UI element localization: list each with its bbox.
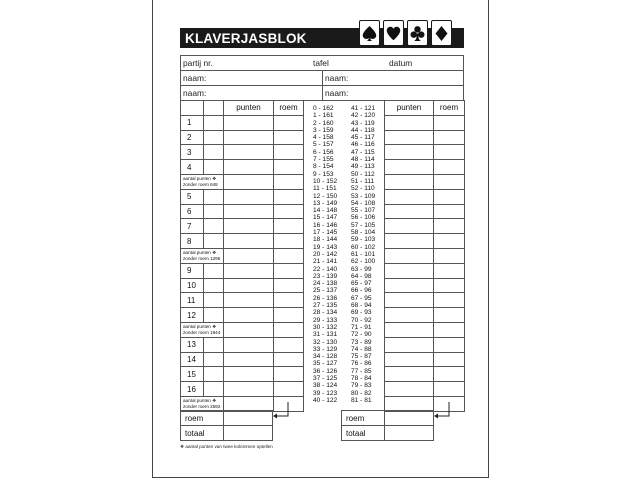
- roem-cell: [274, 160, 304, 175]
- roem-cell: [434, 219, 465, 234]
- round-row: [181, 308, 304, 323]
- round-number: 16: [181, 382, 204, 397]
- roem-cell: [434, 160, 465, 175]
- round-number: 3: [181, 145, 204, 160]
- score-pair: 43 - 119: [351, 119, 375, 127]
- score-cell: [204, 367, 224, 382]
- subtotal-punten-cell: [224, 248, 274, 263]
- round-row: [181, 278, 304, 293]
- score-pair: 40 - 122: [313, 396, 338, 404]
- round-row: [385, 263, 465, 278]
- roem-cell: [434, 308, 465, 323]
- score-cell: [204, 219, 224, 234]
- totaal-total-left: [224, 426, 273, 441]
- punten-cell: [385, 352, 434, 367]
- score-pair: 18 - 144: [313, 236, 338, 244]
- score-pair: 13 - 149: [313, 199, 338, 207]
- round-row: [181, 145, 304, 160]
- roem-cell: [434, 115, 465, 130]
- score-pair: 15 - 147: [313, 214, 338, 222]
- score-pair: 17 - 145: [313, 229, 338, 237]
- club-icon: [410, 25, 425, 42]
- roem-header-right: roem: [434, 101, 465, 116]
- roem-cell: [434, 367, 465, 382]
- roem-cell: [274, 382, 304, 397]
- round-row: [181, 337, 304, 352]
- score-pair: 56 - 106: [351, 214, 376, 222]
- score-pair: 44 - 118: [351, 126, 375, 134]
- subtotal-punten-cell: [224, 174, 274, 189]
- round-row: [385, 234, 465, 249]
- subtotal-roem-cell: [434, 174, 465, 189]
- score-pair: 34 - 128: [313, 353, 338, 361]
- score-pair: 51 - 111: [351, 177, 375, 185]
- subtotal-row: [385, 174, 465, 189]
- round-number: 1: [181, 115, 204, 130]
- subtotal-row: [181, 174, 304, 189]
- punten-header: punten: [224, 101, 274, 116]
- score-pair: 58 - 104: [351, 229, 376, 237]
- subtotal-note: aantal punten ❖ zonder roem 648: [181, 174, 224, 189]
- score-cell: [204, 308, 224, 323]
- score-pairs-left: [313, 105, 337, 404]
- subtotal-row: [385, 248, 465, 263]
- score-cell: [204, 160, 224, 175]
- round-row: [181, 204, 304, 219]
- roem-cell: [434, 145, 465, 160]
- left-roem-arrow: [272, 402, 296, 420]
- score-pair: 38 - 124: [313, 382, 338, 390]
- card-diamond: [431, 20, 452, 46]
- roem-cell: [434, 204, 465, 219]
- round-row: [385, 278, 465, 293]
- roem-cell: [274, 234, 304, 249]
- round-row: [181, 382, 304, 397]
- round-row: [385, 337, 465, 352]
- roem-cell: [274, 352, 304, 367]
- round-number: 2: [181, 130, 204, 145]
- round-row: [181, 115, 304, 130]
- score-pair: 42 - 120: [351, 112, 376, 120]
- score-pair: 55 - 107: [351, 207, 376, 215]
- round-row: [385, 115, 465, 130]
- round-row: [385, 293, 465, 308]
- roem-cell: [274, 130, 304, 145]
- punten-cell: [385, 160, 434, 175]
- round-number: 5: [181, 189, 204, 204]
- punten-cell: [224, 219, 274, 234]
- roem-total-left: [224, 411, 273, 426]
- score-pair: 7 - 155: [313, 156, 334, 164]
- punten-cell: [385, 278, 434, 293]
- score-pair: 73 - 89: [351, 338, 372, 346]
- round-row: [385, 189, 465, 204]
- subtotal-roem-cell: [274, 248, 304, 263]
- subtotal-punten-cell: [385, 322, 434, 337]
- score-cell: [204, 204, 224, 219]
- naam-label-3: naam:: [183, 88, 207, 98]
- punten-cell: [224, 367, 274, 382]
- score-pair: 63 - 99: [351, 265, 372, 273]
- card-club: [407, 20, 428, 46]
- score-cell: [204, 293, 224, 308]
- roem-cell: [434, 189, 465, 204]
- score-pair: 78 - 84: [351, 374, 372, 382]
- roem-cell: [274, 263, 304, 278]
- roem-total-right: [385, 411, 434, 426]
- score-cell: [204, 382, 224, 397]
- punten-cell: [385, 130, 434, 145]
- score-pair: 0 - 162: [313, 105, 334, 112]
- punten-cell: [224, 278, 274, 293]
- score-pair: 20 - 142: [313, 250, 338, 258]
- score-pair: 80 - 82: [351, 389, 372, 397]
- score-pair: 37 - 125: [313, 374, 338, 382]
- blank-header-cell: [204, 101, 224, 116]
- score-pair: 16 - 146: [313, 221, 338, 229]
- datum-label: datum: [389, 58, 413, 68]
- punten-cell: [224, 130, 274, 145]
- round-number: 4: [181, 160, 204, 175]
- naam-label-1: naam:: [183, 73, 207, 83]
- punten-cell: [385, 293, 434, 308]
- card-heart: [383, 20, 404, 46]
- score-pair: 65 - 97: [351, 280, 372, 288]
- roem-cell: [274, 145, 304, 160]
- punten-cell: [385, 204, 434, 219]
- subtotal-row: [181, 248, 304, 263]
- roem-cell: [274, 278, 304, 293]
- score-pair: 5 - 157: [313, 141, 334, 149]
- subtotal-roem-cell: [434, 322, 465, 337]
- score-pair: 27 - 135: [313, 302, 338, 310]
- score-pair: 50 - 112: [351, 170, 375, 178]
- roem-label-left: roem: [181, 411, 224, 426]
- roem-cell: [274, 189, 304, 204]
- card-spade: [359, 20, 380, 46]
- subtotal-roem-cell: [274, 322, 304, 337]
- punten-cell: [385, 115, 434, 130]
- score-pair: 4 - 158: [313, 134, 334, 142]
- score-pair: 39 - 123: [313, 389, 338, 397]
- score-pair: 75 - 87: [351, 353, 372, 361]
- left-score-table: [180, 100, 304, 412]
- score-pair: 62 - 100: [351, 258, 376, 266]
- roem-cell: [434, 278, 465, 293]
- score-pair: 66 - 96: [351, 287, 372, 295]
- roem-cell: [274, 293, 304, 308]
- round-row: [181, 130, 304, 145]
- score-pair: 8 - 154: [313, 163, 334, 171]
- punten-cell: [385, 367, 434, 382]
- score-pair: 53 - 109: [351, 192, 376, 200]
- punten-cell: [385, 219, 434, 234]
- round-number: 11: [181, 293, 204, 308]
- score-cell: [204, 130, 224, 145]
- roem-header: roem: [274, 101, 304, 116]
- score-cell: [204, 337, 224, 352]
- round-row: [181, 189, 304, 204]
- round-number: 13: [181, 337, 204, 352]
- score-cell: [204, 278, 224, 293]
- punten-cell: [385, 263, 434, 278]
- score-cell: [204, 189, 224, 204]
- score-cell: [204, 234, 224, 249]
- left-summary-table: [180, 410, 273, 441]
- round-row: [385, 352, 465, 367]
- score-pair: 52 - 110: [351, 185, 375, 193]
- score-pair: 32 - 130: [313, 338, 338, 346]
- score-pair: 1 - 161: [313, 112, 334, 120]
- round-row: [181, 160, 304, 175]
- totaal-label-left: totaal: [181, 426, 224, 441]
- score-pair: 54 - 108: [351, 199, 376, 207]
- round-row: [181, 234, 304, 249]
- score-pair: 36 - 126: [313, 367, 338, 375]
- score-cell: [204, 352, 224, 367]
- punten-cell: [385, 234, 434, 249]
- score-pair: 48 - 114: [351, 156, 375, 164]
- round-row: [181, 263, 304, 278]
- subtotal-note: aantal punten ❖ zonder roem 2592: [181, 396, 224, 411]
- right-score-table: [384, 100, 465, 412]
- subtotal-punten-cell: [385, 174, 434, 189]
- round-row: [385, 382, 465, 397]
- roem-cell: [434, 263, 465, 278]
- roem-cell: [434, 293, 465, 308]
- score-pair: 3 - 159: [313, 126, 334, 134]
- score-pair: 45 - 117: [351, 134, 375, 142]
- score-pair: 30 - 132: [313, 323, 338, 331]
- score-pair: 60 - 102: [351, 243, 376, 251]
- score-pair: 68 - 94: [351, 302, 372, 310]
- diamond-icon: [434, 25, 449, 42]
- blank-header-cell: [181, 101, 204, 116]
- roem-cell: [274, 308, 304, 323]
- round-row: [385, 130, 465, 145]
- score-pair: 71 - 91: [351, 323, 372, 331]
- round-number: 9: [181, 263, 204, 278]
- subtotal-punten-cell: [224, 322, 274, 337]
- score-pair: 24 - 138: [313, 280, 338, 288]
- punten-cell: [224, 115, 274, 130]
- score-pair: 47 - 115: [351, 148, 375, 156]
- subtotal-roem-cell: [434, 248, 465, 263]
- punten-cell: [385, 337, 434, 352]
- score-pair: 77 - 85: [351, 367, 372, 375]
- page-title: KLAVERJASBLOK: [185, 31, 307, 46]
- spade-icon: [362, 25, 377, 42]
- score-pair: 31 - 131: [313, 331, 338, 339]
- punten-cell: [224, 204, 274, 219]
- roem-cell: [274, 204, 304, 219]
- punten-header-right: punten: [385, 101, 434, 116]
- roem-cell: [274, 337, 304, 352]
- score-pair: 64 - 98: [351, 272, 372, 280]
- round-number: 10: [181, 278, 204, 293]
- score-pair: 26 - 136: [313, 294, 338, 302]
- punten-cell: [224, 189, 274, 204]
- subtotal-punten-cell: [385, 396, 434, 411]
- score-pair: 74 - 88: [351, 345, 372, 353]
- round-row: [385, 204, 465, 219]
- punten-cell: [224, 234, 274, 249]
- score-pair: 57 - 105: [351, 221, 376, 229]
- punten-cell: [224, 352, 274, 367]
- roem-cell: [434, 130, 465, 145]
- score-pair: 70 - 92: [351, 316, 372, 324]
- punten-cell: [385, 145, 434, 160]
- round-row: [181, 352, 304, 367]
- score-pair: 49 - 113: [351, 163, 375, 171]
- score-pair: 29 - 133: [313, 316, 338, 324]
- score-pair: 35 - 127: [313, 360, 338, 368]
- round-row: [385, 145, 465, 160]
- punten-cell: [224, 263, 274, 278]
- score-pair: 23 - 139: [313, 272, 338, 280]
- heart-icon: [386, 25, 401, 42]
- punten-cell: [224, 293, 274, 308]
- round-number: 6: [181, 204, 204, 219]
- score-pair: 25 - 137: [313, 287, 338, 295]
- roem-cell: [434, 337, 465, 352]
- roem-cell: [434, 234, 465, 249]
- score-pair: 76 - 86: [351, 360, 372, 368]
- roem-cell: [274, 115, 304, 130]
- subtotal-row: [181, 322, 304, 337]
- punten-cell: [224, 337, 274, 352]
- score-cell: [204, 115, 224, 130]
- round-number: 8: [181, 234, 204, 249]
- score-pair: 41 - 121: [351, 105, 376, 112]
- round-row: [181, 219, 304, 234]
- score-pairs-right: [351, 105, 375, 404]
- score-pair: 67 - 95: [351, 294, 372, 302]
- score-pair: 33 - 129: [313, 345, 338, 353]
- score-pair: 14 - 148: [313, 207, 338, 215]
- round-number: 14: [181, 352, 204, 367]
- subtotal-roem-cell: [274, 174, 304, 189]
- score-pair: 72 - 90: [351, 331, 372, 339]
- round-number: 7: [181, 219, 204, 234]
- round-row: [385, 308, 465, 323]
- score-cell: [204, 145, 224, 160]
- naam-label-4: naam:: [325, 88, 349, 98]
- subtotal-punten-cell: [224, 396, 274, 411]
- score-pair: 9 - 153: [313, 170, 334, 178]
- score-pair: 28 - 134: [313, 309, 338, 317]
- roem-cell: [434, 352, 465, 367]
- footnote: ❖ aantal punten van twee kolommen optellen: [180, 444, 273, 449]
- round-row: [181, 293, 304, 308]
- right-summary-table: [341, 410, 434, 441]
- round-row: [385, 219, 465, 234]
- score-pair: 21 - 141: [313, 258, 338, 266]
- punten-cell: [224, 308, 274, 323]
- punten-cell: [224, 160, 274, 175]
- subtotal-punten-cell: [385, 248, 434, 263]
- right-roem-arrow: [433, 402, 457, 420]
- punten-cell: [385, 382, 434, 397]
- score-pair: 61 - 101: [351, 250, 376, 258]
- score-pair: 81 - 81: [351, 396, 372, 404]
- round-row: [385, 367, 465, 382]
- subtotal-note: aantal punten ❖ zonder roem 1296: [181, 248, 224, 263]
- score-pair: 22 - 140: [313, 265, 338, 273]
- punten-cell: [385, 308, 434, 323]
- punten-cell: [224, 382, 274, 397]
- round-row: [181, 367, 304, 382]
- score-pair: 46 - 116: [351, 141, 375, 149]
- subtotal-note: aantal punten ❖ zonder roem 1944: [181, 322, 224, 337]
- score-pair: 10 - 152: [313, 177, 338, 185]
- score-pair: 12 - 150: [313, 192, 338, 200]
- tafel-label: tafel: [313, 58, 329, 68]
- partij-label: partij nr.: [183, 58, 213, 68]
- round-row: [385, 160, 465, 175]
- naam-label-2: naam:: [325, 73, 349, 83]
- roem-label-right: roem: [342, 411, 385, 426]
- subtotal-row: [385, 322, 465, 337]
- totaal-label-right: totaal: [342, 426, 385, 441]
- header-row: [385, 101, 465, 116]
- score-pair: 69 - 93: [351, 309, 372, 317]
- totaal-total-right: [385, 426, 434, 441]
- score-cell: [204, 263, 224, 278]
- header-row: [181, 101, 304, 116]
- score-pair: 2 - 160: [313, 119, 334, 127]
- punten-cell: [224, 145, 274, 160]
- score-pair: 59 - 103: [351, 236, 376, 244]
- roem-cell: [434, 382, 465, 397]
- score-pair: 6 - 156: [313, 148, 334, 156]
- score-pair: 79 - 83: [351, 382, 372, 390]
- score-pair: 11 - 151: [313, 185, 337, 193]
- round-number: 12: [181, 308, 204, 323]
- roem-cell: [274, 367, 304, 382]
- punten-cell: [385, 189, 434, 204]
- score-pair: 19 - 143: [313, 243, 338, 251]
- roem-cell: [274, 219, 304, 234]
- round-number: 15: [181, 367, 204, 382]
